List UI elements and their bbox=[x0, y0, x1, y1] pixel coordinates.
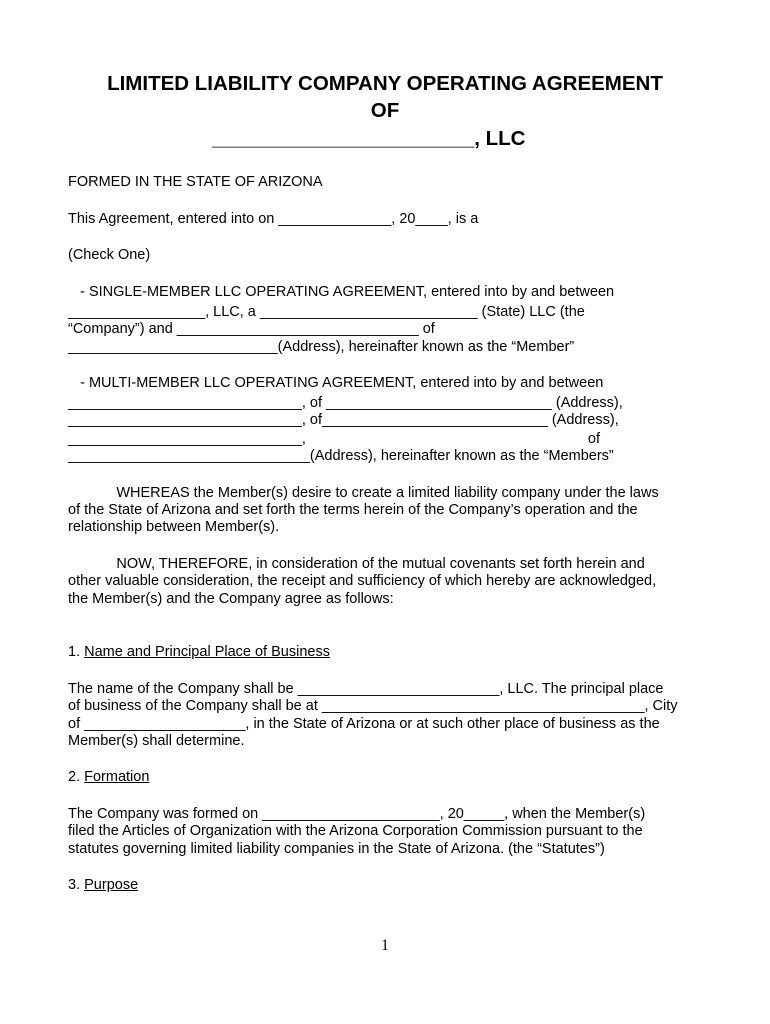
section-2-line-3: statutes governing limited liability companies in the State of Arizona. (the “Statutes”) bbox=[68, 841, 605, 857]
section-2-line-1: The Company was formed on ______________________, 20_____, when the Member(s) bbox=[68, 806, 646, 822]
now-line-1: NOW, THEREFORE, in consideration of the mutual covenants set forth herein and bbox=[68, 556, 645, 572]
section-1-title: Name and Principal Place of Business bbox=[84, 644, 330, 660]
multi-member-line-5: ______________________________(Address), hereinafter known as the “Members” bbox=[68, 448, 614, 464]
section-1-line-3: of ____________________, in the State of Arizona or at such other place of business as the bbox=[68, 716, 660, 732]
formed-state-line: FORMED IN THE STATE OF ARIZONA bbox=[68, 174, 323, 190]
now-line-2: other valuable consideration, the receipt and sufficiency of which hereby are acknowledged, bbox=[68, 573, 657, 589]
multi-member-line-3: _____________________________, of____________________________ (Address), bbox=[68, 412, 619, 428]
section-2-number: 2. bbox=[68, 769, 85, 785]
now-line-3: the Member(s) and the Company agree as follows: bbox=[68, 591, 394, 607]
check-one-label: (Check One) bbox=[68, 247, 151, 263]
page-number: 1 bbox=[381, 937, 389, 954]
section-1-heading bbox=[68, 643, 330, 661]
multi-member-line-4: _____________________________, of bbox=[68, 431, 600, 447]
agreement-date-line: This Agreement, entered into on ______________, 20____, is a bbox=[68, 211, 479, 227]
single-member-line-1: - SINGLE-MEMBER LLC OPERATING AGREEMENT, entered into by and between bbox=[68, 284, 615, 300]
document-title-of: OF bbox=[370, 99, 400, 122]
whereas-line-2: of the State of Arizona and set forth the terms herein of the Company’s operation and the bbox=[68, 502, 638, 518]
section-3-number: 3. bbox=[68, 877, 85, 893]
section-1-line-4: Member(s) shall determine. bbox=[68, 733, 245, 749]
section-2-line-2: filed the Articles of Organization with the Arizona Corporation Commission pursuant to the bbox=[68, 823, 643, 839]
section-1-number: 1. bbox=[68, 644, 85, 660]
whereas-line-1: WHEREAS the Member(s) desire to create a limited liability company under the laws bbox=[68, 485, 659, 501]
whereas-line-3: relationship between Member(s). bbox=[68, 519, 280, 535]
single-member-line-4: __________________________(Address), hereinafter known as the “Member” bbox=[68, 339, 575, 355]
multi-member-line-1: - MULTI-MEMBER LLC OPERATING AGREEMENT, entered into by and between bbox=[68, 375, 604, 391]
company-name-title: _______________________, LLC bbox=[212, 127, 526, 150]
single-member-line-3: “Company”) and ______________________________ of bbox=[68, 321, 435, 337]
single-member-line-2: _________________, LLC, a ___________________________ (State) LLC (the bbox=[68, 304, 585, 320]
section-3-heading bbox=[68, 876, 138, 894]
section-2-heading bbox=[68, 768, 149, 786]
multi-member-line-2: _____________________________, of ____________________________ (Address), bbox=[68, 395, 623, 411]
section-1-line-1: The name of the Company shall be _________________________, LLC. The principal place bbox=[68, 681, 664, 697]
section-3-title: Purpose bbox=[84, 877, 139, 893]
document-title: LIMITED LIABILITY COMPANY OPERATING AGREEMENT bbox=[107, 72, 663, 95]
section-1-line-2: of business of the Company shall be at ________________________________________, City bbox=[68, 698, 678, 714]
section-2-title: Formation bbox=[84, 769, 150, 785]
